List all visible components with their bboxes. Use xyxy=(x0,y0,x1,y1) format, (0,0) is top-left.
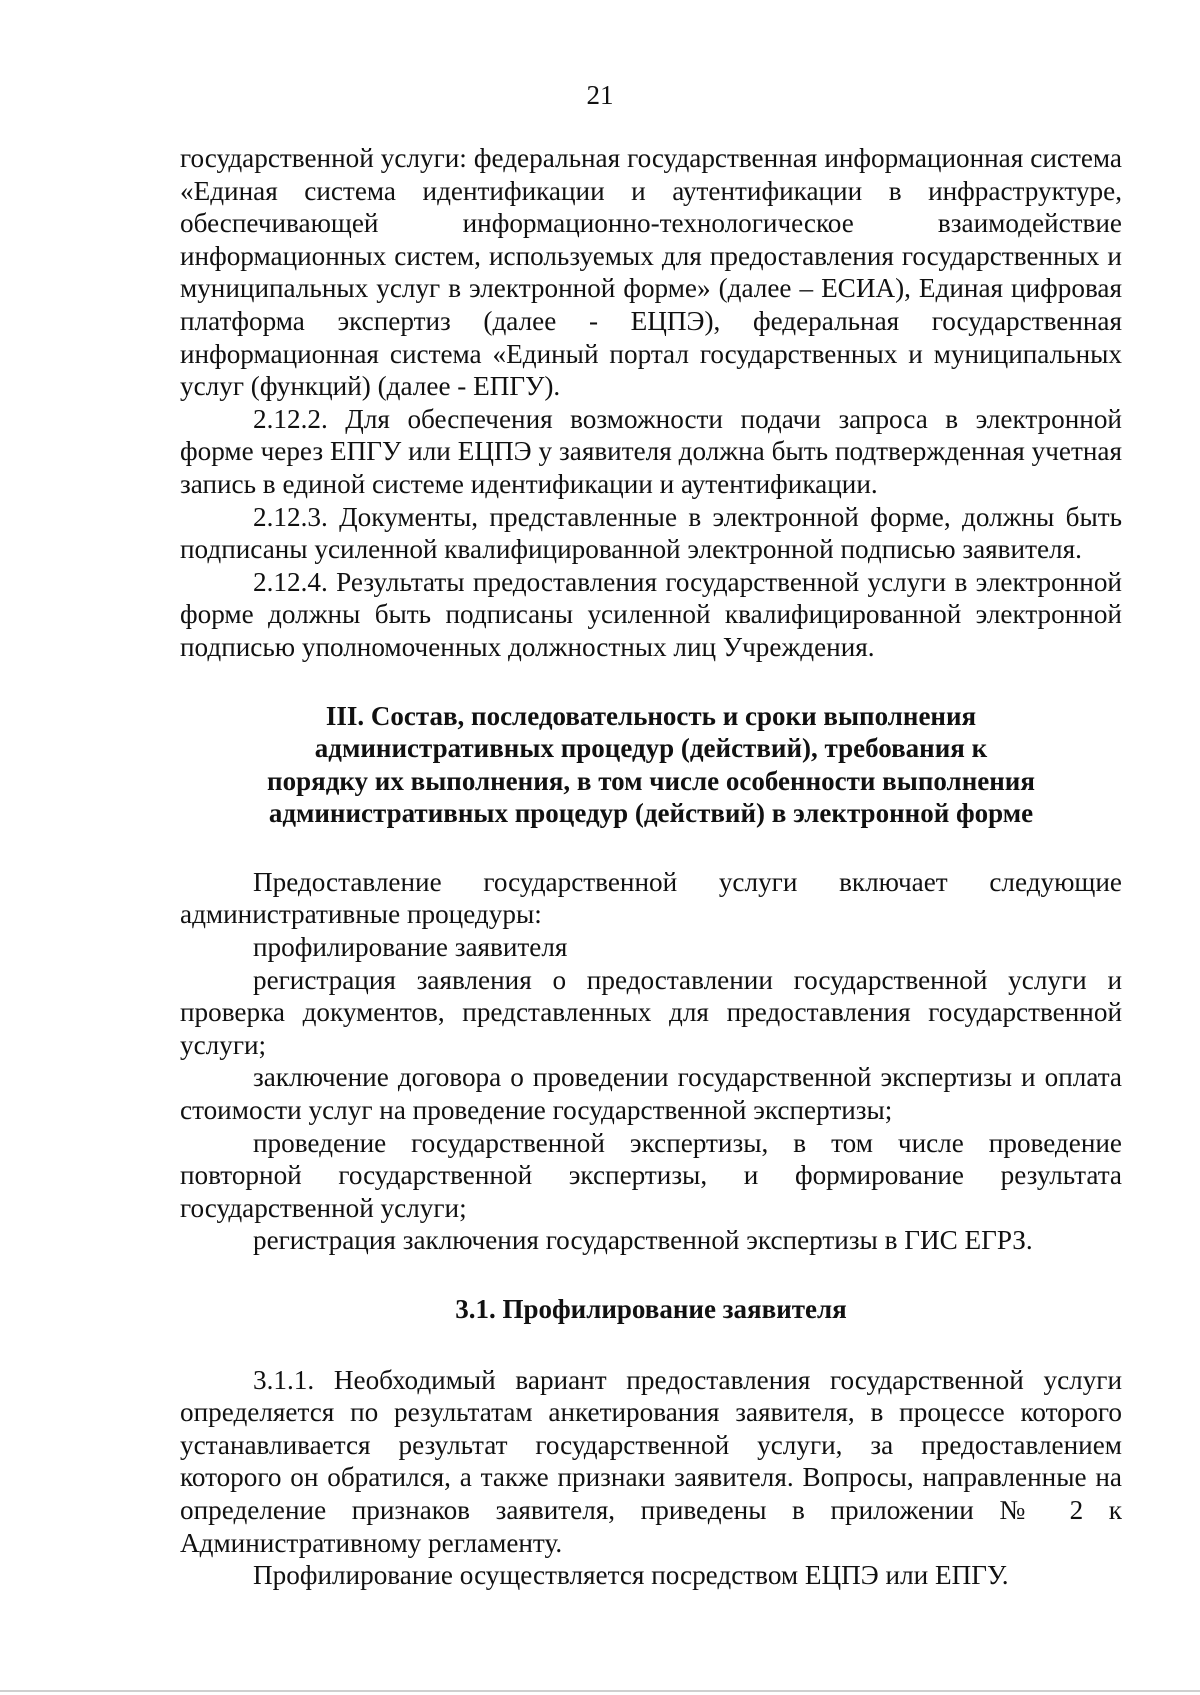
procedure-item: проведение государственной экспертизы, в том числе проведение повторной государственной экспертизы, и формирование результата государственной услуги; xyxy=(180,1127,1122,1223)
section-title-line: административных процедур (действий) в электронной форме xyxy=(268,798,1034,829)
paragraph-2-12-2: 2.12.2. Для обеспечения возможности подачи запроса в электронной форме через ЕПГУ или ЕЦПЭ у заявителя должна быть подтвержденная учетная запись в единой системе идентификации и аутентификации. xyxy=(180,403,1122,499)
section-title-line: административных процедур (действий), требования к xyxy=(314,733,988,764)
paragraph-esia-definitions: государственной услуги: федеральная государственная информационная система «Единая система идентификации и аутентификации в инфраструктуре, обеспечивающей информационно-технологическое взаимодействие информационных систем, используемых для предоставления государственных и муниципальных услуг в электронной форме» (далее – ЕСИА), Единая цифровая платформа экспертиз (далее - ЕЦПЭ), федеральная государственная информационная система «Единый портал государственных и муниципальных услуг (функций) (далее - ЕПГУ). xyxy=(180,143,1122,402)
procedure-item: профилирование заявителя xyxy=(253,932,568,963)
paragraph-profiling-channels: Профилирование осуществляется посредством ЕЦПЭ или ЕПГУ. xyxy=(253,1560,1009,1591)
subsection-title-3-1: 3.1. Профилирование заявителя xyxy=(455,1294,847,1324)
document-body xyxy=(180,142,1122,1592)
procedure-item: регистрация заявления о предоставлении государственной услуги и проверка документов, представленных для предоставления государственной услуги; xyxy=(180,964,1122,1060)
section-title-line: III. Состав, последовательность и сроки выполнения xyxy=(325,700,977,731)
paragraph-2-12-3: 2.12.3. Документы, представленные в электронной форме, должны быть подписаны усиленной квалифицированной электронной подписью заявителя. xyxy=(180,501,1122,565)
section-title-iii xyxy=(180,700,1122,830)
section-title-line: порядку их выполнения, в том числе особенности выполнения xyxy=(267,765,1035,796)
paragraph-2-12-4: 2.12.4. Результаты предоставления государственной услуги в электронной форме должны быть подписаны усиленной квалифицированной электронной подписью уполномоченных должностных лиц Учреждения. xyxy=(180,566,1122,662)
scan-bottom-edge xyxy=(0,1690,1200,1692)
procedure-item: регистрация заключения государственной экспертизы в ГИС ЕГРЗ. xyxy=(253,1225,1033,1256)
paragraph-procedures-intro: Предоставление государственной услуги включает следующие административные процедуры: xyxy=(180,866,1122,930)
procedure-item: заключение договора о проведении государственной экспертизы и оплата стоимости услуг на проведение государственной экспертизы; xyxy=(180,1062,1122,1126)
paragraph-3-1-1: 3.1.1. Необходимый вариант предоставления государственной услуги определяется по результатам анкетирования заявителя, в процессе которого устанавливается результат государственной услуги, за предоставлением которого он обратился, а также признаки заявителя. Вопросы, направленные на определение признаков заявителя, приведены в приложении № 2 к Административному регламенту. xyxy=(180,1364,1122,1558)
page-number: 21 xyxy=(586,80,614,110)
